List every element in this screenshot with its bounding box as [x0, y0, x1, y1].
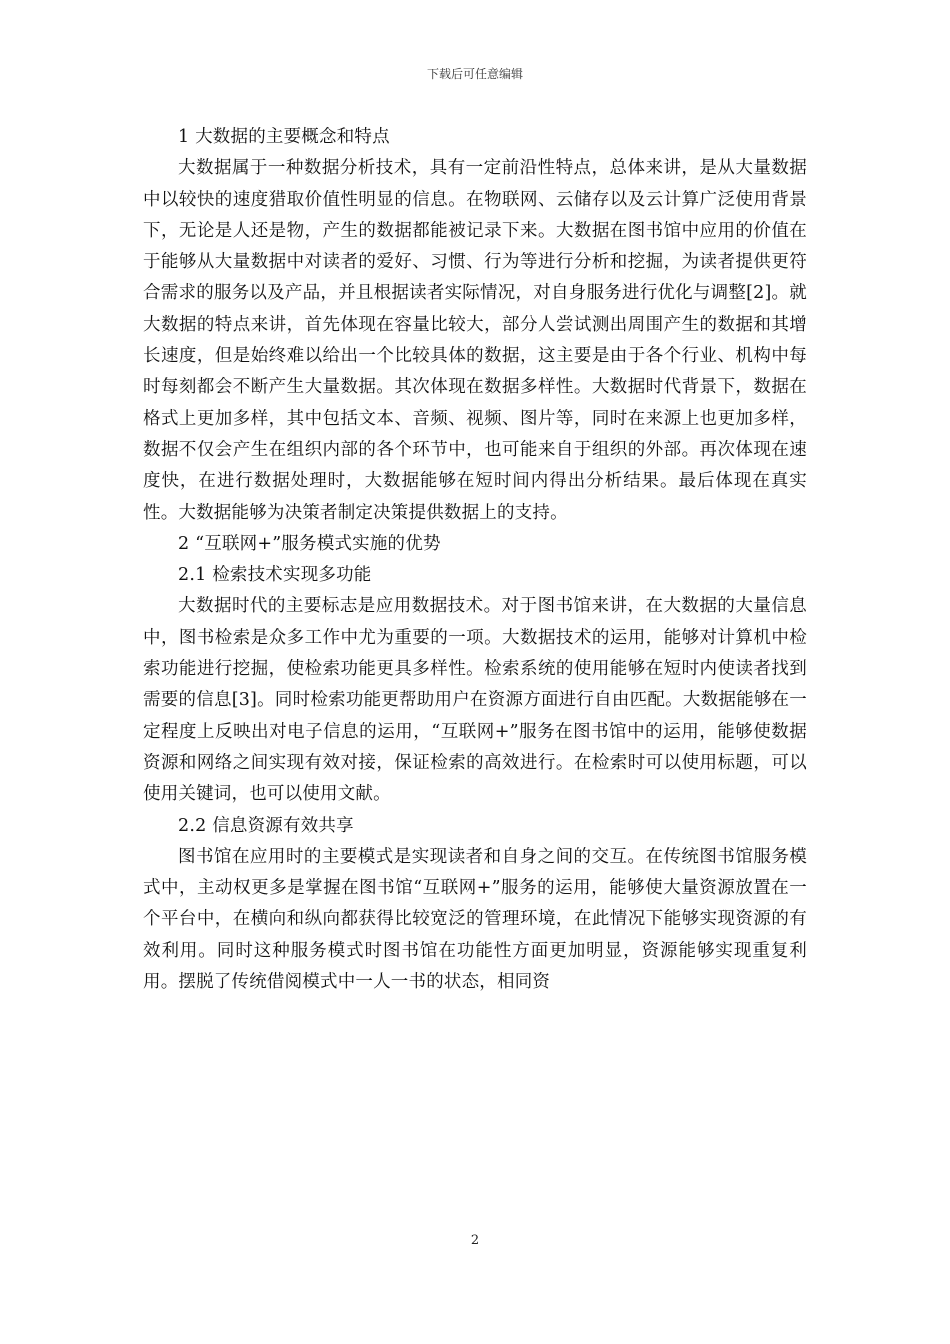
section-heading-2: 2 “互联网+”服务模式实施的优势: [178, 533, 441, 554]
section-heading-2-2: 2.2 信息资源有效共享: [178, 815, 354, 836]
page-number: 2: [470, 1233, 480, 1248]
paragraph-resource-sharing: 图书馆在应用时的主要模式是实现读者和自身之间的交互。在传统图书馆服务模式中，主动权更多是掌握在图书馆“互联网+”服务的运用，能够使大量资源放置在一个平台中，在横向和纵向都获得比较宽泛的管理环境，在此情况下能够实现资源的有效利用。同时这种服务模式时图书馆在功能性方面更加明显，资源能够实现重复利用。摆脱了传统借阅模式中一人一书的状态，相同资: [143, 846, 807, 993]
page-header: 下载后可任意编辑: [426, 67, 523, 81]
paragraph-retrieval-technology: 大数据时代的主要标志是应用数据技术。对于图书馆来讲，在大数据的大量信息中，图书检索是众多工作中尤为重要的一项。大数据技术的运用，能够对计算机中检索功能进行挖掘，使检索功能更具多样性。检索系统的使用能够在短时内使读者找到需要的信息[3]。同时检索功能更帮助用户在资源方面进行自由匹配。大数据能够在一定程度上反映出对电子信息的运用，“互联网+”服务在图书馆中的运用，能够使数据资源和网络之间实现有效对接，保证检索的高效进行。在检索时可以使用标题，可以使用关键词，也可以使用文献。: [143, 596, 807, 805]
document-body: [143, 122, 807, 998]
section-heading-1: 1 大数据的主要概念和特点: [178, 127, 390, 147]
paragraph-big-data-concepts: 大数据属于一种数据分析技术，具有一定前沿性特点，总体来讲，是从大量数据中以较快的速度猎取价值性明显的信息。在物联网、云储存以及云计算广泛使用背景下，无论是人还是物，产生的数据都能被记录下来。大数据在图书馆中应用的价值在于能够从大量数据中对读者的爱好、习惯、行为等进行分析和挖掘，为读者提供更符合需求的服务以及产品，并且根据读者实际情况，对自身服务进行优化与调整[2]。就大数据的特点来讲，首先体现在容量比较大，部分人尝试测出周围产生的数据和其增长速度，但是始终难以给出一个比较具体的数据，这主要是由于各个行业、机构中每时每刻都会不断产生大量数据。其次体现在数据多样性。大数据时代背景下，数据在格式上更加多样，其中包括文本、音频、视频、图片等，同时在来源上也更加多样，数据不仅会产生在组织内部的各个环节中，也可能来自于组织的外部。再次体现在速度快，在进行数据处理时，大数据能够在短时间内得出分析结果。最后体现在真实性。大数据能够为决策者制定决策提供数据上的支持。: [143, 158, 807, 523]
section-heading-2-1: 2.1 检索技术实现多功能: [178, 565, 372, 586]
